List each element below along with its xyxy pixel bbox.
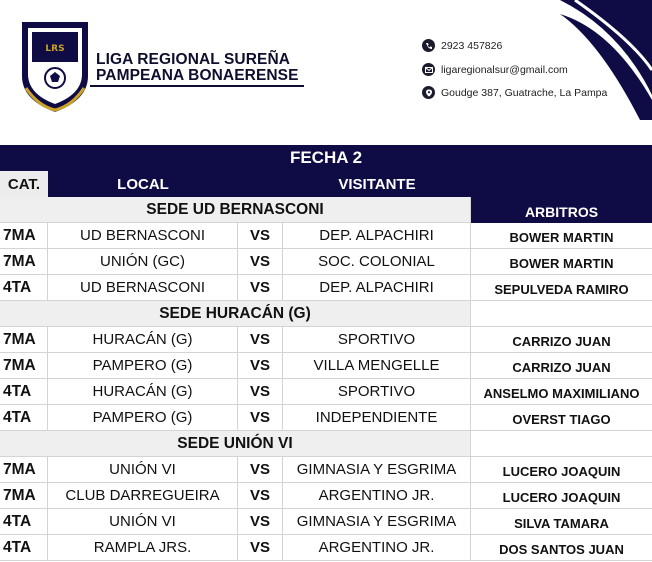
match-row xyxy=(0,457,652,483)
local-team-cell: PAMPERO (G) xyxy=(48,405,238,431)
visiting-team-cell: ARGENTINO JR. xyxy=(283,483,471,509)
match-row xyxy=(0,483,652,509)
contact-address xyxy=(422,86,607,99)
vs-label: VS xyxy=(238,535,283,561)
org-name xyxy=(96,52,299,84)
phone-icon xyxy=(422,39,435,52)
local-team-cell: PAMPERO (G) xyxy=(48,353,238,379)
letterhead xyxy=(0,0,652,145)
vs-label: VS xyxy=(238,249,283,275)
contact-phone xyxy=(422,39,502,52)
match-row xyxy=(0,405,652,431)
match-row xyxy=(0,509,652,535)
contact-email xyxy=(422,63,568,76)
email-text: ligaregionalsur@gmail.com xyxy=(441,63,568,76)
visiting-team-cell: INDEPENDIENTE xyxy=(283,405,471,431)
column-header-arbitros: ARBITROS xyxy=(471,197,652,223)
vs-label: VS xyxy=(238,509,283,535)
visiting-team-cell: GIMNASIA Y ESGRIMA xyxy=(283,457,471,483)
referee-cell: DOS SANTOS JUAN xyxy=(471,535,652,561)
vs-label: VS xyxy=(238,483,283,509)
arbitro-blank-cell xyxy=(471,431,652,457)
visiting-team-cell: DEP. ALPACHIRI xyxy=(283,275,471,301)
phone-text: 2923 457826 xyxy=(441,39,503,52)
venue-title: SEDE HURACÁN (G) xyxy=(0,301,471,327)
referee-cell: CARRIZO JUAN xyxy=(471,353,652,379)
category-cell: 7MA xyxy=(0,457,48,483)
category-cell: 4TA xyxy=(0,379,48,405)
arbitro-blank-cell xyxy=(471,301,652,327)
column-header-local: LOCAL xyxy=(117,175,169,193)
referee-cell: OVERST TIAGO xyxy=(471,405,652,431)
category-cell: 4TA xyxy=(0,535,48,561)
vs-label: VS xyxy=(238,327,283,353)
email-icon xyxy=(422,63,435,76)
category-cell: 7MA xyxy=(0,249,48,275)
match-row xyxy=(0,535,652,561)
referee-cell: CARRIZO JUAN xyxy=(471,327,652,353)
vs-label: VS xyxy=(238,275,283,301)
referee-cell: BOWER MARTIN xyxy=(471,249,652,275)
venue-title: SEDE UD BERNASCONI xyxy=(0,197,471,223)
match-row xyxy=(0,249,652,275)
org-name-line1: LIGA REGIONAL SUREÑA xyxy=(96,51,291,68)
venue-row xyxy=(0,431,652,457)
column-header-visitante: VISITANTE xyxy=(338,175,416,193)
referee-cell: SEPULVEDA RAMIRO xyxy=(471,275,652,301)
match-row xyxy=(0,379,652,405)
location-pin-icon xyxy=(422,86,435,99)
visiting-team-cell: SPORTIVO xyxy=(283,327,471,353)
category-cell: 7MA xyxy=(0,327,48,353)
category-cell: 7MA xyxy=(0,223,48,249)
column-header-cat: CAT. xyxy=(0,171,48,197)
vs-label: VS xyxy=(238,353,283,379)
vs-label: VS xyxy=(238,223,283,249)
league-shield-logo xyxy=(18,18,92,114)
org-name-underline xyxy=(90,85,304,87)
match-row xyxy=(0,327,652,353)
visiting-team-cell: ARGENTINO JR. xyxy=(283,535,471,561)
visiting-team-cell: SOC. COLONIAL xyxy=(283,249,471,275)
local-team-cell: HURACÁN (G) xyxy=(48,327,238,353)
visiting-team-cell: DEP. ALPACHIRI xyxy=(283,223,471,249)
local-team-cell: UNIÓN (GC) xyxy=(48,249,238,275)
match-row xyxy=(0,223,652,249)
venue-row xyxy=(0,197,652,223)
visiting-team-cell: GIMNASIA Y ESGRIMA xyxy=(283,509,471,535)
referee-cell: ANSELMO MAXIMILIANO xyxy=(471,379,652,405)
venue-row xyxy=(0,301,652,327)
match-row xyxy=(0,275,652,301)
visiting-team-cell: SPORTIVO xyxy=(283,379,471,405)
local-team-cell: HURACÁN (G) xyxy=(48,379,238,405)
logo-text: LRS xyxy=(45,44,65,54)
category-cell: 4TA xyxy=(0,405,48,431)
local-team-cell: CLUB DARREGUEIRA xyxy=(48,483,238,509)
local-team-cell: RAMPLA JRS. xyxy=(48,535,238,561)
referee-cell: SILVA TAMARA xyxy=(471,509,652,535)
category-cell: 4TA xyxy=(0,509,48,535)
column-header-row xyxy=(0,171,652,197)
category-cell: 7MA xyxy=(0,353,48,379)
local-team-cell: UD BERNASCONI xyxy=(48,275,238,301)
referee-cell: BOWER MARTIN xyxy=(471,223,652,249)
address-text: Goudge 387, Guatrache, La Pampa xyxy=(441,86,608,99)
visiting-team-cell: VILLA MENGELLE xyxy=(283,353,471,379)
local-team-cell: UNIÓN VI xyxy=(48,457,238,483)
category-cell: 4TA xyxy=(0,275,48,301)
vs-label: VS xyxy=(238,379,283,405)
vs-label: VS xyxy=(238,405,283,431)
referee-cell: LUCERO JOAQUIN xyxy=(471,483,652,509)
local-team-cell: UD BERNASCONI xyxy=(48,223,238,249)
referee-cell: LUCERO JOAQUIN xyxy=(471,457,652,483)
table-title: FECHA 2 xyxy=(0,145,652,171)
category-cell: 7MA xyxy=(0,483,48,509)
venue-title: SEDE UNIÓN VI xyxy=(0,431,471,457)
match-row xyxy=(0,353,652,379)
vs-label: VS xyxy=(238,457,283,483)
local-team-cell: UNIÓN VI xyxy=(48,509,238,535)
org-name-line2: PAMPEANA BONAERENSE xyxy=(96,67,299,84)
